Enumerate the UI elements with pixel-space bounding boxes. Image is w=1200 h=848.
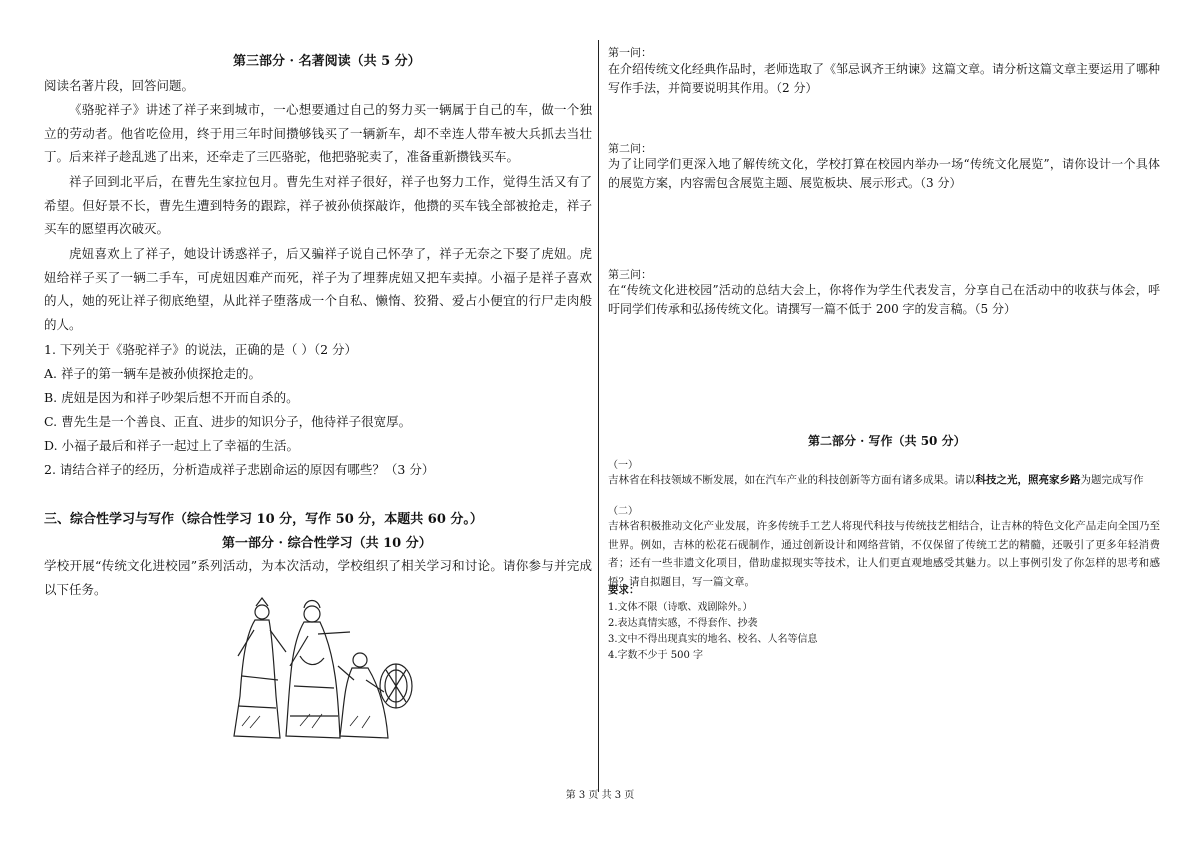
passage-paragraph-1: 《骆驼祥子》讲述了祥子来到城市，一心想要通过自己的努力买一辆属于自己的车，做一个独立的劳动者。他省吃俭用，终于用三年时间攒够钱买了一辆新车，却不幸连人带车被大兵抓去当壮丁。后来祥子趁乱逃了出来，还牵走了三匹骆驼，他把骆驼卖了，准备重新攒钱买车。	[44, 102, 592, 165]
writing-2-label: （二）	[608, 506, 638, 517]
question-second-text: 为了让同学们更深入地了解传统文化，学校打算在校园内举办一场“传统文化展览”，请你设计一个具体的展览方案，内容需包含展览主题、展览板块、展示形式。（3 分）	[608, 157, 1160, 190]
question-1: 1. 下列关于《骆驼祥子》的说法，正确的是（ ）（2 分）	[44, 342, 358, 357]
question-first-label: 第一问：	[608, 46, 652, 59]
writing-2-prompt: 吉林省积极推动文化产业发展，许多传统手工艺人将现代科技与传统技艺相结合，让吉林的特色文化产品走向全国乃至世界。例如，吉林的松花石砚制作，通过创新设计和网络营销，不仅保留了传统工艺的精髓，还吸引了更多年轻消费者；还有一些非遗文化项目，借助虚拟现实等技术，让人们更直观地感受其魅力。以上事例引发了你怎样的思考和感悟？请自拟题目，写一篇文章。	[608, 520, 1160, 588]
writing-1-title: 科技之光，照亮家乡路	[975, 474, 1081, 486]
writing-1-label: （一）	[608, 460, 638, 471]
option-c: C. 曹先生是一个善良、正直、进步的知识分子，他待祥子很宽厚。	[44, 414, 412, 429]
part2-title: 第二部分 · 写作（共 50 分）	[808, 434, 966, 448]
column-divider	[598, 40, 599, 792]
ancient-figures-illustration	[220, 596, 416, 744]
option-b: B. 虎妞是因为和祥子吵架后想不开而自杀的。	[44, 390, 299, 405]
part1-title: 第一部分 · 综合性学习（共 10 分）	[222, 536, 432, 551]
passage-paragraph-2: 祥子回到北平后，在曹先生家拉包月。曹先生对祥子很好，祥子也努力工作，觉得生活又有了希望。但好景不长，曹先生遭到特务的跟踪，祥子被孙侦探敲诈，他攒的买车钱全部被抢走，祥子买车的愿望再次破灭。	[44, 174, 592, 237]
requirement-1: 1.文体不限（诗歌、戏剧除外。）	[608, 602, 753, 613]
question-third-label: 第三问：	[608, 268, 652, 281]
requirement-4: 4.字数不少于 500 字	[608, 650, 703, 661]
question-second-label: 第二问：	[608, 142, 652, 155]
question-2: 2. 请结合祥子的经历，分析造成祥子悲剧命运的原因有哪些？（3 分）	[44, 462, 435, 477]
requirements-label: 要求：	[608, 584, 640, 596]
requirement-3: 3.文中不得出现真实的地名、校名、人名等信息	[608, 634, 818, 645]
part1-intro: 学校开展“传统文化进校园”系列活动，为本次活动，学校组织了相关学习和讨论。请你参与并完成以下任务。	[44, 558, 592, 597]
question-third-text: 在“传统文化进校园”活动的总结大会上，你将作为学生代表发言，分享自己在活动中的收获与体会，呼吁同学们传承和弘扬传统文化。请撰写一篇不低于 200 字的发言稿。（5 分）	[608, 283, 1160, 316]
reading-instruction: 阅读名著片段，回答问题。	[44, 78, 195, 93]
section-main-title: 三、综合性学习与写作（综合性学习 10 分，写作 50 分，本题共 60 分。）	[44, 512, 483, 527]
question-first-text: 在介绍传统文化经典作品时，老师选取了《邹忌讽齐王纳谏》这篇文章。请分析这篇文章主要运用了哪种写作手法，并简要说明其作用。（2 分）	[608, 62, 1161, 95]
passage-paragraph-3: 虎妞喜欢上了祥子，她设计诱惑祥子，后又骗祥子说自己怀孕了，祥子无奈之下娶了虎妞。虎妞给祥子买了一辆二手车，可虎妞因难产而死，祥子为了埋葬虎妞又把车卖掉。小福子是祥子喜欢的人，她的死让祥子彻底绝望，从此祥子堕落成一个自私、懒惰、狡猾、爱占小便宜的行尸走肉般的人。	[44, 246, 592, 332]
writing-1-prompt: 吉林省在科技领域不断发展，如在汽车产业的科技创新等方面有诸多成果。请以科技之光，照亮家乡路为题完成写作	[608, 474, 1144, 486]
page-footer: 第 3 页 共 3 页	[565, 790, 635, 801]
requirement-2: 2.表达真情实感，不得套作、抄袭	[608, 618, 758, 629]
option-d: D. 小福子最后和祥子一起过上了幸福的生活。	[44, 438, 300, 453]
option-a: A. 祥子的第一辆车是被孙侦探抢走的。	[44, 366, 261, 381]
section3-title: 第三部分 · 名著阅读（共 5 分）	[233, 54, 421, 69]
